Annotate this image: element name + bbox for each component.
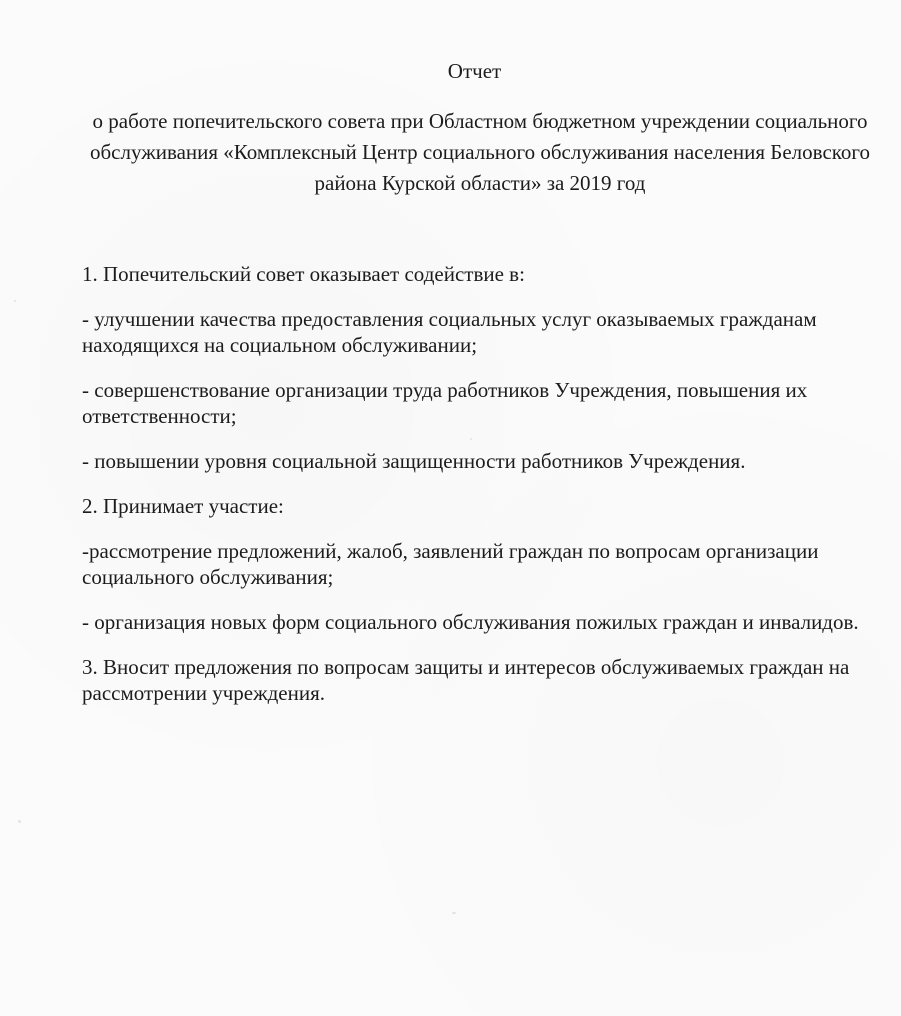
scan-speck [470,438,472,440]
paragraph-7: - организация новых форм социального обслуживания пожилых граждан и инвалидов. [82,610,859,634]
document-subtitle: о работе попечительского совета при Областном бюджетном учреждении социального обслуживания «Комплексный Центр социального обслуживания населения Беловского района Курской области» за 2019 год [89,109,870,195]
paragraph-2: - улучшении качества предоставления социальных услуг оказываемых гражданам находящихся на социальном обслуживании; [82,307,817,357]
paragraph-1: 1. Попечительский совет оказывает содействие в: [82,262,525,286]
document-title: Отчет [447,59,502,83]
document-body [82,261,872,725]
scan-speck [14,300,16,302]
paragraph-4: - повышении уровня социальной защищенности работников Учреждения. [82,449,746,473]
paragraph-5: 2. Принимает участие: [82,494,284,518]
scan-speck [452,912,456,914]
scan-speck [18,820,21,823]
paragraph-6: -рассмотрение предложений, жалоб, заявлений граждан по вопросам организации социального обслуживания; [82,539,819,589]
paragraph-8: 3. Вносит предложения по вопросам защиты и интересов обслуживаемых граждан на рассмотрении учреждения. [82,655,850,705]
paragraph-3: - совершенствование организации труда работников Учреждения, повышения их ответственности; [82,378,808,428]
